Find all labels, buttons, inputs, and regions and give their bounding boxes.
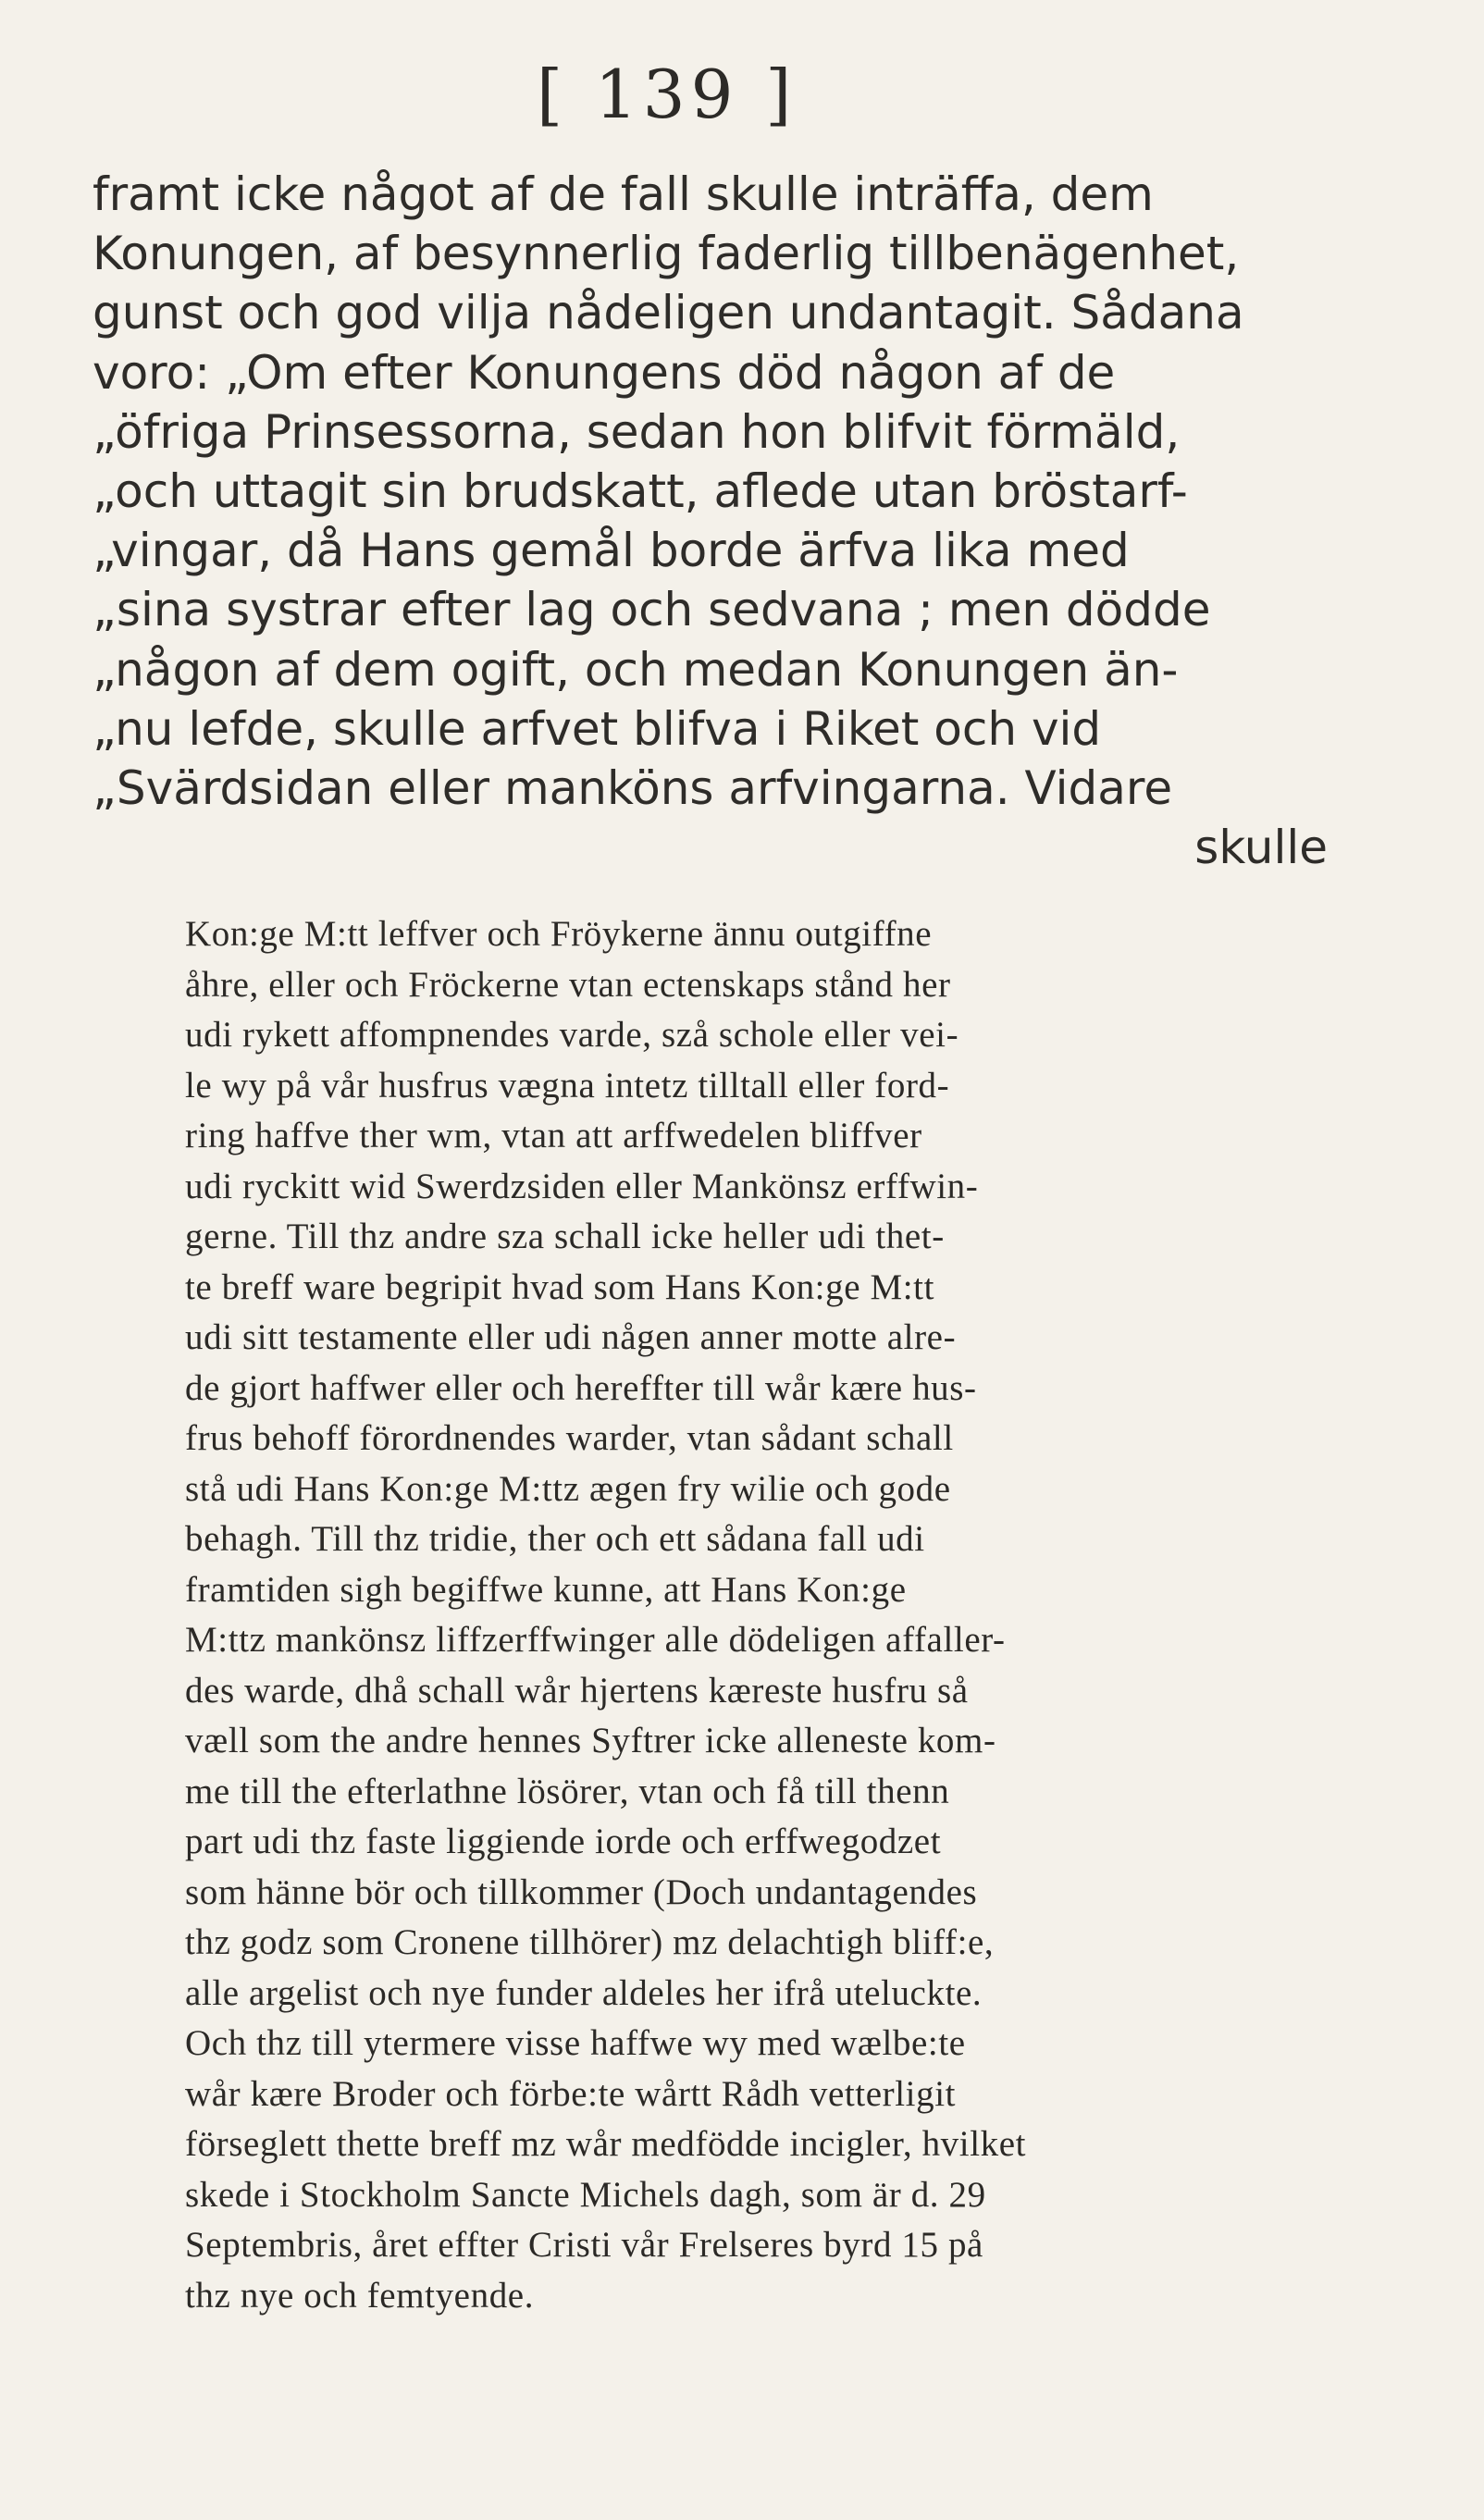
quoted-line: skede i Stockholm Sancte Michels dagh, som är d. 29 — [185, 2174, 986, 2215]
quoted-line: ring haffve ther wm, vtan att arffwedelen bliffver — [185, 1116, 922, 1155]
main-text-block — [93, 165, 1328, 877]
quoted-line: væll som the andre hennes Syftrer icke alleneste kom- — [185, 1721, 996, 1760]
quoted-line: de gjort haffwer eller och hereffter till wår kære hus- — [185, 1367, 977, 1408]
quoted-line: Och thz till ytermere visse haffwe wy med wælbe:te — [185, 2023, 966, 2063]
text-line: „någon af dem ogift, och medan Konungen än- — [93, 642, 1179, 697]
quoted-line: förseglett thette breff mz wår medfödde incigler, hvilket — [185, 2124, 1027, 2164]
quoted-line: frus behoff förordnendes warder, vtan sådant schall — [185, 1418, 954, 1458]
quoted-line: me till the efterlathne lösörer, vtan och få till thenn — [185, 1771, 950, 1811]
text-line: „vingar, då Hans gemål borde ärfva lika med — [93, 524, 1130, 578]
text-line: „nu lefde, skulle arfvet blifva i Riket och vid — [93, 701, 1102, 756]
quoted-line: framtiden sigh begiffwe kunne, att Hans Kon:ge — [185, 1569, 907, 1610]
quoted-line: alle argelist och nye funder aldeles her ifrå uteluckte. — [185, 1972, 983, 2013]
quoted-line: wår kære Broder och förbe:te wårtt Rådh vetterligit — [185, 2073, 957, 2114]
quoted-line: udi rykett affompnendes varde, szå schole eller vei- — [185, 1015, 959, 1055]
quoted-line: udi ryckitt wid Swerdzsiden eller Mankönsz erffwin- — [185, 1166, 979, 1206]
quoted-line: te breff ware begripit hvad som Hans Kon:ge M:tt — [185, 1266, 935, 1307]
catchword: skulle — [1194, 821, 1328, 875]
quoted-line: M:ttz mankönsz liffzerffwinger alle dödeligen affaller- — [185, 1620, 1006, 1660]
quoted-line: part udi thz faste liggiende iorde och erffwegodzet — [185, 1822, 942, 1861]
quoted-line: des warde, dhå schall wår hjertens kæreste husfru så — [185, 1670, 969, 1711]
quoted-line: thz nye och femtyende. — [185, 2275, 535, 2316]
quoted-line: behagh. Till thz tridie, ther och ett sådana fall udi — [185, 1519, 925, 1559]
quoted-document-block — [185, 909, 1353, 2321]
quoted-line: thz godz som Cronene tillhörer) mz delachtigh bliff:e, — [185, 1922, 995, 1962]
text-line: „sina systrar efter lag och sedvana ; men dödde — [93, 583, 1211, 637]
text-line: „och uttagit sin brudskatt, aflede utan bröstarf- — [93, 463, 1188, 518]
quoted-line: Septembris, året effter Cristi vår Frelseres byrd 15 på — [185, 2225, 983, 2265]
quoted-line: åhre, eller och Fröckerne vtan ectenskaps stånd her — [185, 964, 951, 1005]
text-line: voro: „Om efter Konungens död någon af de — [93, 345, 1116, 400]
quoted-line: le wy på vår husfrus vægna intetz tilltall eller ford- — [185, 1065, 950, 1106]
text-line: „öfriga Prinsessorna, sedan hon blifvit förmäld, — [93, 404, 1181, 459]
text-line: framt icke något af de fall skulle inträffa, dem — [93, 167, 1154, 221]
text-line: „Svärdsidan eller manköns arfvingarna. Vidare — [93, 760, 1173, 815]
quoted-line: stå udi Hans Kon:ge M:ttz ægen fry wilie och gode — [185, 1468, 951, 1509]
quoted-line: udi sitt testamente eller udi någen anner motte alre- — [185, 1317, 957, 1357]
text-line: Konungen, af besynnerlig faderlig tillbenägenhet, — [93, 227, 1240, 281]
quoted-line: gerne. Till thz andre sza schall icke heller udi thet- — [185, 1217, 945, 1256]
quoted-line: som hänne bör och tillkommer (Doch undantagendes — [185, 1871, 978, 1912]
quoted-line: Kon:ge M:tt leffver och Fröykerne ännu outgiffne — [185, 914, 933, 954]
page-number: [ 139 ] — [537, 56, 798, 133]
text-line: gunst och god vilja nådeligen undantagit. Sådana — [93, 286, 1244, 340]
